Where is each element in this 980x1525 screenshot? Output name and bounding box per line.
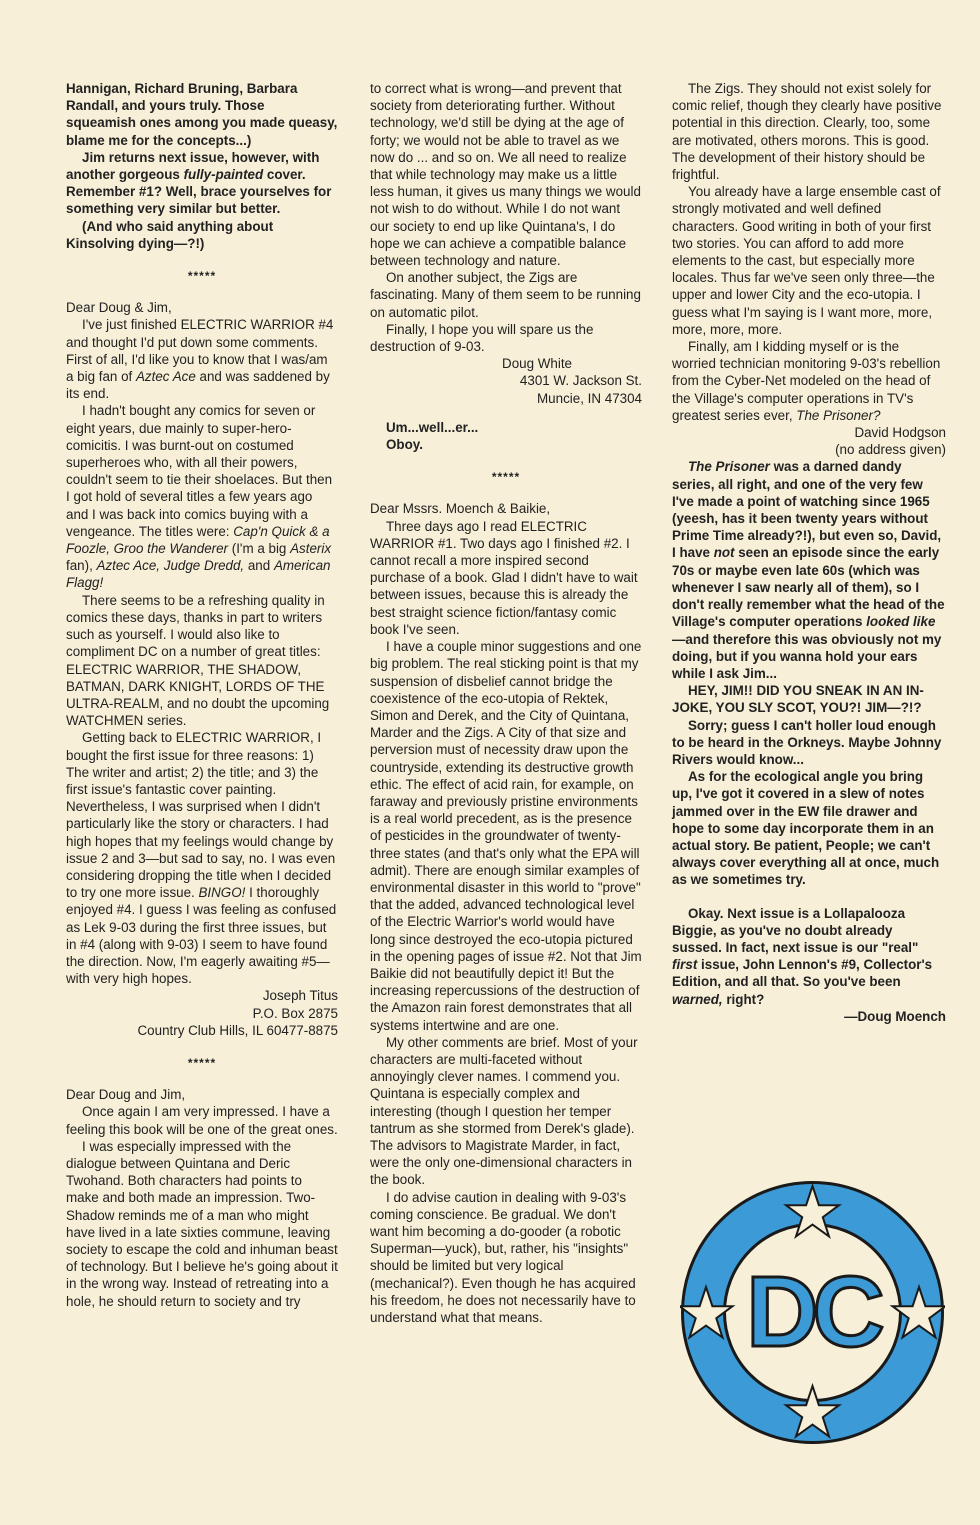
editor-reply: Oboy. <box>386 437 423 453</box>
separator: ***** <box>187 1055 217 1070</box>
editor-reply-p3: (And who said anything about Kinsolving dying—?!) <box>66 218 274 251</box>
emphasis: not <box>713 545 735 561</box>
logo-text: DC <box>746 1256 879 1368</box>
letter-salutation: Dear Doug and Jim, <box>66 1087 186 1103</box>
letter-paragraph: I was especially impressed with the dialogue between Quintana and Deric Twohand. Both characters had points to make and both made an impression. Two-Shadow reminds me of a man who might have lived in a late sixties commune, leaving society to escape the cold and inhuman beast of technology. But I believe he's going about it in the wrong way. Instead of retreating into a hole, he should return to society and try <box>66 1138 338 1309</box>
letter-paragraph: My other comments are brief. Most of your characters are multi-faceted without annoyingly clever names. I commend you. Quintana is especially complex and interesting (though I question her temper tantrum as she stormed from Derek's glade). The advisors to Magistrate Marder, in fact, were the only one-dimensional characters in the book. <box>370 1034 638 1188</box>
editor-reply <box>672 458 946 682</box>
text: seen an episode since the early 70s or maybe even late 60s (which was whenever I saw nearly all of them), so I don't really remember what the head of the Village's computer operations <box>672 545 945 630</box>
letter-paragraph: Once again I am very impressed. I have a feeling this book will be one of the great ones. <box>66 1104 338 1137</box>
letter-paragraph: The Zigs. They should not exist solely for comic relief, though they clearly have positive potential in this direction. Clearly, too, some are motivated, others morons. This is good. The development of their history should be frightful. <box>672 81 942 183</box>
letter-paragraph: Finally, I hope you will spare us the destruction of 9-03. <box>370 321 594 355</box>
text: Okay. Next issue is a Lollapalooza Biggie, as you've no doubt already sussed. In fact, next issue is our "real" <box>672 905 919 955</box>
text: was a darned dandy series, all right, and one of the very few I've made a point of watching since 1965 (yeesh, has it been twenty years without Prime Time already?!), but even so, David, I have <box>672 459 942 561</box>
emphasis: warned, <box>672 991 723 1007</box>
column-2 <box>370 80 642 1326</box>
text: Getting back to ELECTRIC WARRIOR, I bought the first issue for three reasons: 1) The writer and artist; 2) the title; and 3) the first issue's fantastic cover painting. Nevertheless, I was surprised when I didn't particularly like the story or characters. I had high hopes that my feelings would change by issue 2 and 3—but sad to say, no. I was even considering dropping the title when I decided to try one more issue. <box>66 730 336 901</box>
letter-paragraph: There seems to be a refreshing quality in comics these days, thanks in part to writers such as yourself. I would also like to compliment DC on a number of great titles: ELECTRIC WARRIOR, THE SHADOW, BATMAN, DARK KNIGHT, LORDS OF THE ULTRA-REALM, and no doubt the upcoming WATCHMEN series. <box>66 592 330 729</box>
emphasis: looked like <box>866 614 936 630</box>
letter-salutation: Dear Mssrs. Moench & Baikie, <box>370 501 551 517</box>
letter-paragraph: I have a couple minor suggestions and one big problem. The real sticking point is that my suspension of disbelief cannot bridge the coexistence of the eco-utopia of Rektek, Simon and Derek, and the City of Quintana, Marder and the Zigs. A City of that size and perversion must of necessity draw upon the countryside, extending its destructive growth ethic. The effect of acid rain, for example, on faraway and previously pristine environments is a real world precedent, as is the presence of pesticides in the groundwater of twenty-three states (and that's only what the EPA will admit). There are enough similar examples of environmental disaster in this world to "prove" that the added, advanced technological level of the Electric Warrior's world would have long since destroyed the eco-utopia pictured in the opening pages of issue #2. Not that Jim Baikie did not beautifully depict it! But the increasing repercussions of the destruction of the Amazon rain forest demonstrates that all systems intertwine and are one. <box>370 639 642 1033</box>
emphasis: BINGO! <box>198 885 246 901</box>
text: (I'm a big <box>228 541 291 557</box>
emphasis: American Flagg! <box>66 558 331 591</box>
editor-reply: HEY, JIM!! DID YOU SNEAK IN AN IN-JOKE, YOU SLY SCOT, YOU?! JIM—?!? <box>672 683 924 716</box>
editor-reply: Um...well...er... <box>386 419 479 435</box>
text: and was saddened by its end. <box>66 369 330 402</box>
letter-salutation: Dear Doug & Jim, <box>66 300 172 316</box>
signature-name: Joseph Titus <box>262 988 338 1004</box>
dc-bullet-logo-icon <box>680 1180 945 1445</box>
editor-reply: As for the ecological angle you bring up, I've got it covered in a slew of notes jammed over in the EW file drawer and hope to some day incorporate them in an actual story. Be patient, People; we can't always cover everything all at once, much as we sometimes try. <box>672 769 940 888</box>
signature-address: Muncie, IN 47304 <box>537 390 642 406</box>
emphasis: Cap'n Quick & a Foozle, Groo the Wanderer <box>66 523 330 557</box>
signature-address: P.O. Box 2875 <box>252 1005 338 1021</box>
emphasis: Aztec Ace, Judge Dredd, <box>96 558 245 574</box>
letter-paragraph <box>66 316 338 402</box>
column-1 <box>66 80 338 1310</box>
text: I've just finished ELECTRIC WARRIOR #4 and thought I'd put down some comments. First of all, I'd like you to know that I was/am a big fan of <box>66 317 334 385</box>
text: Jim returns next issue, however, with another gorgeous <box>66 149 320 183</box>
text: and <box>244 558 274 574</box>
signature-address: 4301 W. Jackson St. <box>519 373 642 389</box>
text: I hadn't bought any comics for seven or eight years, due mainly to super-hero-comicitis. I was burnt-out on costumed superheroes who, with all their powers, couldn't seem to tie their shoelaces. But then I got hold of several titles a few years ago and I was back into comics buying with a vengeance. The titles were: <box>66 403 333 539</box>
letter-paragraph: On another subject, the Zigs are fascinating. Many of them seem to be running on automatic pilot. <box>370 270 641 320</box>
emphasis: The Prisoner? <box>796 407 881 423</box>
emphasis: fully-painted <box>183 167 264 183</box>
signature-name: David Hodgson <box>854 425 946 441</box>
letter-paragraph: You already have a large ensemble cast of strongly motivated and well defined characters. Good writing in both of your first two stories. You can afford to add more elements to the cast, but especially more locales. Thus far we've seen only three—the upper and lower City and the eco-utopia. I guess what I'm saying is I want more, more, more, more, more. <box>672 184 941 337</box>
letter-paragraph <box>66 729 338 987</box>
letter-paragraph: to correct what is wrong—and prevent that society from deteriorating further. Without technology, we'd still be dying at the age of forty; we would not be able to travel as we now do ... and so on. We all need to realize that while technology may make us a little less human, it gives us many things we would not wish to do without. While I do not want our society to end up like Quintana's, I do hope we can achieve a compatible balance between technology and nature. <box>370 81 641 269</box>
text: fan), <box>66 558 97 574</box>
emphasis: Asterix <box>290 541 332 557</box>
editor-reply-p2 <box>66 149 338 218</box>
signature-note: (no address given) <box>835 442 946 458</box>
signature-name: Doug White <box>502 356 572 372</box>
emphasis: Aztec Ace <box>135 369 196 385</box>
emphasis: first <box>672 957 698 973</box>
letter-paragraph: Three days ago I read ELECTRIC WARRIOR #1. Two days ago I finished #2. I cannot recall a more inspired second purchase of a book. Glad I didn't have to wait between issues, because this is already the best straight science fiction/fantasy comic book I've seen. <box>370 518 638 637</box>
editor-reply: Sorry; guess I can't holler loud enough to be heard in the Orkneys. Maybe Johnny Rivers would know... <box>672 717 942 767</box>
letter-paragraph <box>66 402 338 591</box>
separator: ***** <box>491 470 521 485</box>
signature-address: Country Club Hills, IL 60477-8875 <box>137 1022 338 1038</box>
letter-paragraph <box>672 338 946 424</box>
separator: ***** <box>187 269 217 284</box>
text: issue, John Lennon's #9, Collector's Edition, and all that. So you've been <box>672 957 933 990</box>
text: I thoroughly enjoyed #4. I guess I was feeling as confused as Lek 9-03 during the first three issues, but in #4 (along with 9-03) I seem to have found the direction. Now, I'm eagerly awaiting #5—with very high hopes. <box>66 885 337 987</box>
editor-signature: —Doug Moench <box>844 1008 946 1024</box>
text: right? <box>722 991 765 1007</box>
column-3 <box>672 80 946 1025</box>
text: cover. Remember #1? Well, brace yourselves for something very similar but better. <box>66 167 332 217</box>
spacer <box>672 889 946 905</box>
text: —and therefore this was obviously not my doing, but if you wanna hold your ears while I ask Jim... <box>672 631 942 681</box>
text: Finally, am I kidding myself or is the worried technician monitoring 9-03's rebellion from the Cyber-Net modeled on the head of the Village's computer operations in TV's greatest series ever, <box>672 339 941 423</box>
editor-reply-intro: Hannigan, Richard Bruning, Barbara Randall, and yours truly. Those squeamish ones among you made queasy, blame me for the concepts...) <box>66 81 338 148</box>
editor-closing <box>672 905 946 1008</box>
emphasis: The Prisoner <box>688 459 770 475</box>
letter-paragraph: I do advise caution in dealing with 9-03's coming conscience. Be gradual. We don't want him becoming a do-gooder (a robotic Superman—yuck), but, rather, his "insights" should be limited but very logical (mechanical?). Even though he has acquired his freedom, he does not necessarily have to understand what that means. <box>370 1189 636 1326</box>
